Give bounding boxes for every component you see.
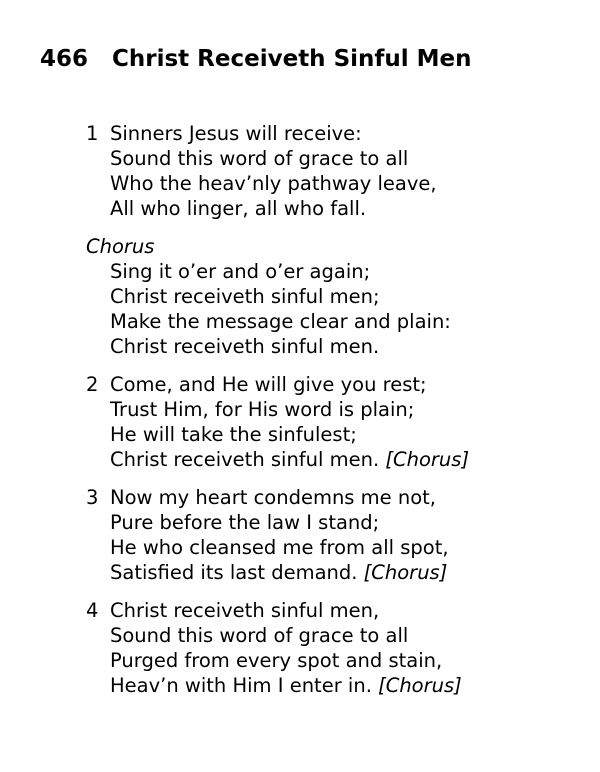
verse-number: 3: [86, 486, 99, 509]
verse-line-text: Heav’n with Him I enter in.: [110, 674, 372, 697]
chorus-line: Christ receiveth sinful men.: [110, 335, 380, 358]
chorus: [86, 234, 469, 359]
verse-line: Sound this word of grace to all: [110, 147, 409, 170]
verse-1: [86, 121, 469, 221]
verse-4: [86, 598, 469, 698]
chorus-ref: [Chorus]: [378, 674, 462, 697]
verse-line: Who the heav’nly pathway leave,: [110, 172, 437, 195]
chorus-line: Sing it o’er and o’er again;: [110, 260, 371, 283]
chorus-ref: [Chorus]: [363, 561, 448, 584]
chorus-lines: [86, 259, 469, 359]
hymn-number: 466: [40, 46, 89, 72]
verse-line: Now my heart condemns me not,: [110, 486, 436, 509]
verse-number: 4: [86, 599, 99, 622]
verse-line: All who linger, all who fall.: [110, 197, 367, 220]
verse-line: Pure before the law I stand;: [110, 511, 380, 534]
verse-line: Purged from every spot and stain,: [110, 649, 443, 672]
hymn-body: [86, 121, 469, 711]
verse-line: Come, and He will give you rest;: [110, 373, 427, 396]
verse-number: 1: [86, 122, 99, 145]
verse-line: He who cleansed me from all spot,: [110, 536, 449, 559]
verse-number: 2: [86, 373, 99, 396]
verse-3: [86, 485, 469, 585]
verse-line-text: Christ receiveth sinful men.: [110, 448, 380, 471]
verse-line: He will take the sinfulest;: [110, 423, 357, 446]
verse-line-with-chorus-ref: [110, 560, 469, 585]
verse-line: Sound this word of grace to all: [110, 624, 409, 647]
chorus-label: Chorus: [86, 235, 155, 258]
verse-line-with-chorus-ref: [110, 447, 469, 472]
hymn-header: [40, 44, 472, 74]
verse-2: [86, 372, 469, 472]
verse-line-with-chorus-ref: [110, 673, 469, 698]
verse-line: Christ receiveth sinful men,: [110, 599, 380, 622]
chorus-ref: [Chorus]: [385, 448, 470, 471]
verse-line: Sinners Jesus will receive:: [110, 122, 362, 145]
verse-line: Trust Him, for His word is plain;: [110, 398, 415, 421]
chorus-line: Christ receiveth sinful men;: [110, 285, 380, 308]
hymn-title: Christ Receiveth Sinful Men: [112, 46, 472, 72]
chorus-line: Make the message clear and plain:: [110, 310, 451, 333]
verse-line-text: Satisfied its last demand.: [110, 561, 358, 584]
